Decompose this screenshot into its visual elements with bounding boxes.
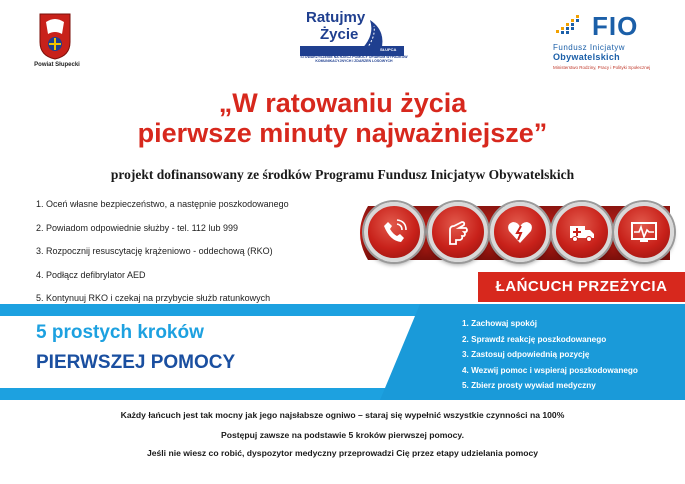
fio-ministry: Ministerstwo Rodziny, Pracy i Polityki Społecznej — [553, 65, 651, 70]
fio-logo-text: FIO — [592, 11, 639, 41]
first-aid-step: 3. Zastosuj odpowiednią pozycję — [462, 350, 590, 359]
footer-line-3: Jeśli nie wiesz co robić, dyspozytor medyczny przeprowadzi Cię przez etapy udzielania pomocy — [146, 448, 539, 458]
ratujmy-title-line2: Życie — [320, 26, 359, 43]
ratujmy-title-line1: Ratujmy — [306, 9, 366, 26]
step-item: 3. Rozpocznij resuscytację krążeniowo - oddechową (RKO) — [36, 246, 273, 256]
chain-of-survival-label: ŁAŃCUCH PRZEŻYCIA — [495, 278, 668, 295]
phone-icon — [364, 202, 424, 262]
first-aid-steps-list — [462, 318, 638, 396]
step-item: 5. Kontynuuj RKO i czekaj na przybycie służb ratunkowych — [36, 293, 271, 303]
footer-line-2: Postępuj zawsze na podstawie 5 kroków pierwszej pomocy. — [221, 430, 464, 440]
headline-line1: „W ratowaniu życia — [218, 88, 467, 118]
ambulance-icon — [552, 202, 612, 262]
ecg-monitor-icon — [614, 202, 674, 262]
defibrillator-heart-icon — [490, 202, 550, 262]
headline-line2: pierwsze minuty najważniejsze” — [137, 118, 548, 148]
first-aid-step: 2. Sprawdź reakcję poszkodowanego — [462, 334, 607, 344]
county-coat-of-arms — [38, 12, 72, 60]
ratujmy-slupca: SŁUPCA — [380, 47, 397, 52]
step-item: 4. Podłącz defibrylator AED — [36, 269, 146, 280]
fio-subtitle-1: Fundusz Inicjatyw — [553, 43, 626, 52]
fio-dots-icon — [554, 14, 584, 36]
county-label: Powiat Słupecki — [34, 62, 80, 68]
step-item: 2. Powiadom odpowiednie służby - tel. 112 lub 999 — [36, 222, 238, 233]
ratujmy-subtitle: STOWARZYSZENIE NA RZECZ POMOCY OFIAROM WYPADKÓW KOMUNIKACYJNYCH I ZDARZEŃ LOSOWYCH — [300, 55, 408, 63]
five-steps-title: 5 prostych kroków — [36, 322, 204, 343]
first-aid-step: 4. Wezwij pomoc i wspieraj poszkodowanego — [462, 365, 638, 375]
headline — [0, 88, 685, 148]
first-aid-title: PIERWSZEJ POMOCY — [36, 352, 236, 373]
step-item: 1. Oceń własne bezpieczeństwo, a następnie poszkodowanego — [36, 199, 289, 209]
fio-subtitle-2: Obywatelskich — [553, 52, 620, 62]
project-subline: projekt dofinansowany ze środków Programu Fundusz Inicjatyw Obywatelskich — [110, 167, 575, 182]
footer-line-1: Każdy łańcuch jest tak mocny jak jego najsłabsze ogniwo – staraj się wypełnić wszystkie czynności na 100% — [120, 410, 565, 420]
hands-cpr-icon — [428, 202, 488, 262]
first-aid-step: 1. Zachowaj spokój — [462, 319, 538, 328]
first-aid-step: 5. Zbierz prosty wywiad medyczny — [462, 381, 596, 390]
steps-list — [36, 197, 356, 315]
